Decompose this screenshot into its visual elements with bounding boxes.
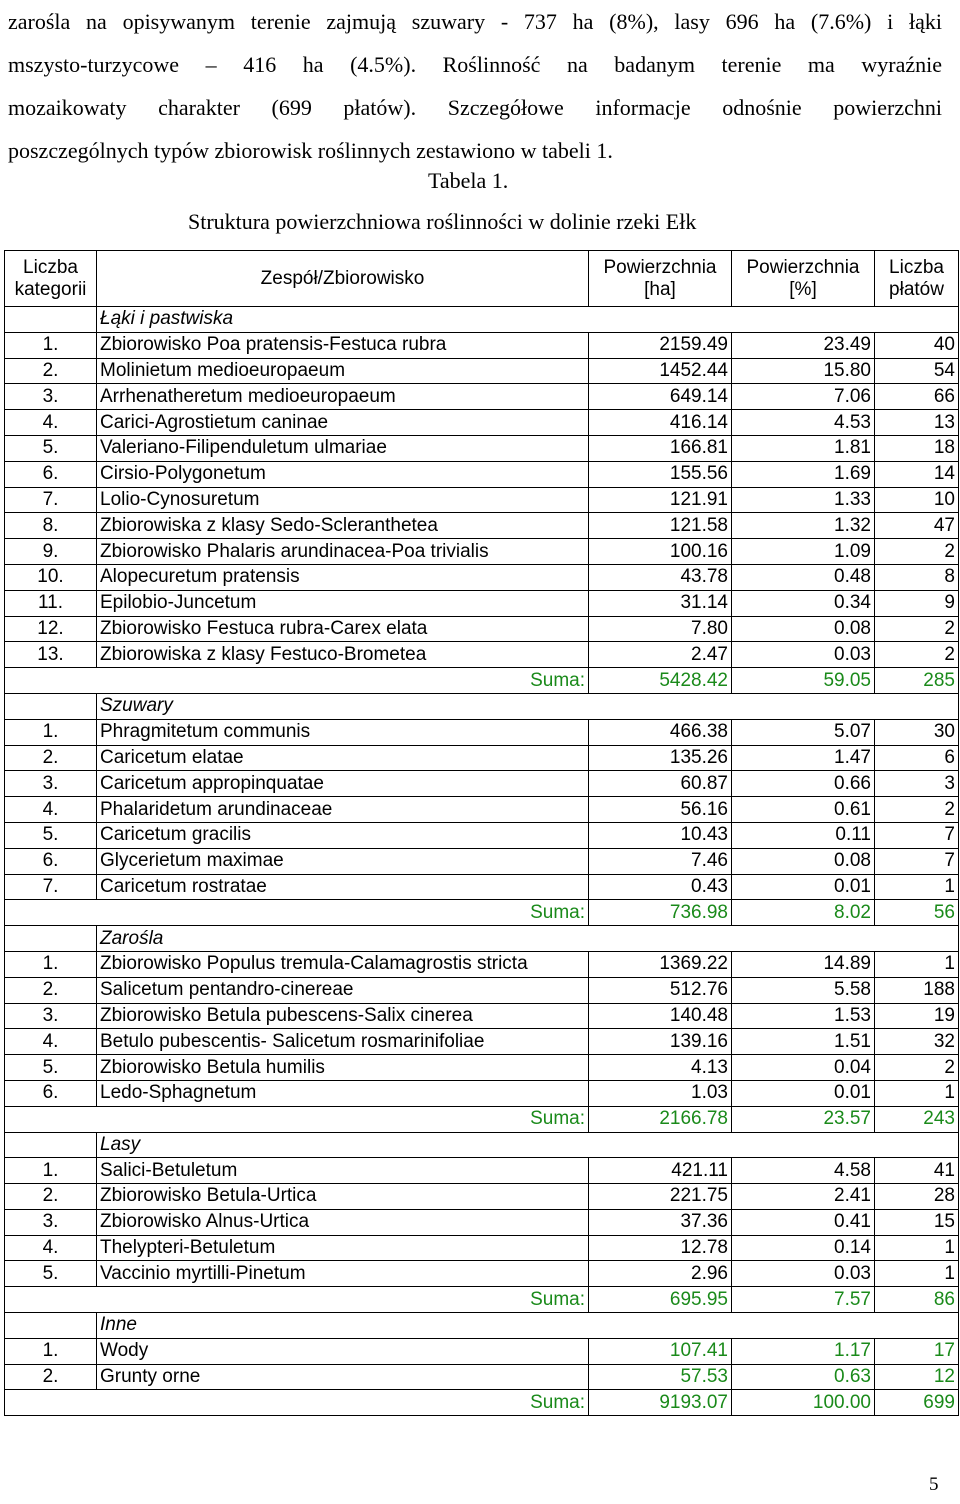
table-row — [5, 951, 959, 977]
table-row — [5, 384, 959, 410]
patch-count: 3 — [875, 771, 959, 797]
row-number: 8. — [5, 513, 97, 539]
community-name: Zbiorowisko Populus tremula-Calamagrostis stricta — [97, 951, 589, 977]
community-name: Vaccinio myrtilli-Pinetum — [97, 1261, 589, 1287]
row-number: 3. — [5, 1003, 97, 1029]
vegetation-table — [4, 250, 959, 1416]
sum-area-ha: 736.98 — [589, 900, 732, 926]
row-number: 5. — [5, 822, 97, 848]
patch-count: 14 — [875, 461, 959, 487]
row-number: 3. — [5, 771, 97, 797]
community-name: Thelypteri-Betuletum — [97, 1235, 589, 1261]
patch-count: 10 — [875, 487, 959, 513]
sum-area-pct: 59.05 — [732, 668, 875, 694]
table-row — [5, 487, 959, 513]
row-number: 4. — [5, 1029, 97, 1055]
patch-count: 1 — [875, 951, 959, 977]
area-ha: 166.81 — [589, 435, 732, 461]
sum-area-ha: 695.95 — [589, 1287, 732, 1313]
area-pct: 1.69 — [732, 461, 875, 487]
table-row — [5, 1184, 959, 1210]
patch-count: 30 — [875, 719, 959, 745]
table-row — [5, 1055, 959, 1081]
sum-area-pct: 23.57 — [732, 1106, 875, 1132]
header-category-count: Liczba kategorii — [5, 251, 97, 307]
row-number: 1. — [5, 332, 97, 358]
area-pct: 0.08 — [732, 848, 875, 874]
row-number: 2. — [5, 358, 97, 384]
area-ha: 57.53 — [589, 1364, 732, 1390]
community-name: Lolio-Cynosuretum — [97, 487, 589, 513]
paragraph-line: mszysto-turzycowe – 416 ha (4.5%). Roślinność na badanym terenie ma wyraźnie — [8, 52, 942, 77]
header-area-ha: Powierzchnia [ha] — [589, 251, 732, 307]
table-row — [5, 564, 959, 590]
sum-row — [5, 668, 959, 694]
patch-count: 54 — [875, 358, 959, 384]
community-name: Zbiorowiska z klasy Sedo-Scleranthetea — [97, 513, 589, 539]
area-pct: 0.34 — [732, 590, 875, 616]
sum-area-ha: 5428.42 — [589, 668, 732, 694]
section-spacer — [5, 926, 97, 952]
area-pct: 4.58 — [732, 1158, 875, 1184]
sum-label: Suma: — [5, 1287, 589, 1313]
area-pct: 0.01 — [732, 874, 875, 900]
area-ha: 1452.44 — [589, 358, 732, 384]
row-number: 5. — [5, 435, 97, 461]
area-ha: 121.58 — [589, 513, 732, 539]
area-pct: 1.47 — [732, 745, 875, 771]
table-row — [5, 1003, 959, 1029]
area-pct: 4.53 — [732, 410, 875, 436]
table-row — [5, 1209, 959, 1235]
community-name: Wody — [97, 1338, 589, 1364]
patch-count: 6 — [875, 745, 959, 771]
sum-area-ha: 2166.78 — [589, 1106, 732, 1132]
row-number: 2. — [5, 977, 97, 1003]
community-name: Alopecuretum pratensis — [97, 564, 589, 590]
row-number: 3. — [5, 384, 97, 410]
patch-count: 15 — [875, 1209, 959, 1235]
community-name: Molinietum medioeuropaeum — [97, 358, 589, 384]
row-number: 2. — [5, 745, 97, 771]
table-row — [5, 1235, 959, 1261]
community-name: Zbiorowisko Betula-Urtica — [97, 1184, 589, 1210]
area-ha: 100.16 — [589, 539, 732, 565]
area-pct: 5.58 — [732, 977, 875, 1003]
section-title: Łąki i pastwiska — [97, 307, 959, 333]
row-number: 1. — [5, 719, 97, 745]
community-name: Salici-Betuletum — [97, 1158, 589, 1184]
table-row — [5, 1261, 959, 1287]
community-name: Glycerietum maximae — [97, 848, 589, 874]
patch-count: 17 — [875, 1338, 959, 1364]
patch-count: 2 — [875, 616, 959, 642]
area-ha: 155.56 — [589, 461, 732, 487]
patch-count: 9 — [875, 590, 959, 616]
community-name: Zbiorowisko Alnus-Urtica — [97, 1209, 589, 1235]
area-pct: 1.09 — [732, 539, 875, 565]
row-number: 6. — [5, 461, 97, 487]
row-number: 1. — [5, 951, 97, 977]
table-row — [5, 848, 959, 874]
community-name: Epilobio-Juncetum — [97, 590, 589, 616]
area-ha: 139.16 — [589, 1029, 732, 1055]
area-ha: 10.43 — [589, 822, 732, 848]
area-pct: 0.04 — [732, 1055, 875, 1081]
header-patch-count: Liczba płatów — [875, 251, 959, 307]
section-header-row — [5, 693, 959, 719]
row-number: 11. — [5, 590, 97, 616]
table-row — [5, 771, 959, 797]
section-title: Zarośla — [97, 926, 959, 952]
section-header-row — [5, 1132, 959, 1158]
section-header-row — [5, 1313, 959, 1339]
community-name: Grunty orne — [97, 1364, 589, 1390]
sum-label: Suma: — [5, 668, 589, 694]
row-number: 10. — [5, 564, 97, 590]
table-row — [5, 513, 959, 539]
section-spacer — [5, 693, 97, 719]
area-ha: 121.91 — [589, 487, 732, 513]
row-number: 12. — [5, 616, 97, 642]
area-pct: 1.53 — [732, 1003, 875, 1029]
community-name: Phalaridetum arundinaceae — [97, 797, 589, 823]
sum-row — [5, 1390, 959, 1416]
sum-area-ha: 9193.07 — [589, 1390, 732, 1416]
row-number: 3. — [5, 1209, 97, 1235]
sum-patch-count: 285 — [875, 668, 959, 694]
area-ha: 7.80 — [589, 616, 732, 642]
section-spacer — [5, 1132, 97, 1158]
area-pct: 1.81 — [732, 435, 875, 461]
table-row — [5, 410, 959, 436]
community-name: Cirsio-Polygonetum — [97, 461, 589, 487]
row-number: 2. — [5, 1364, 97, 1390]
patch-count: 2 — [875, 1055, 959, 1081]
table-row — [5, 358, 959, 384]
row-number: 1. — [5, 1338, 97, 1364]
paragraph-line: zarośla na opisywanym terenie zajmują szuwary - 737 ha (8%), lasy 696 ha (7.6%) i łąki — [8, 9, 942, 34]
area-pct: 0.03 — [732, 642, 875, 668]
area-ha: 2.96 — [589, 1261, 732, 1287]
patch-count: 13 — [875, 410, 959, 436]
sum-patch-count: 56 — [875, 900, 959, 926]
table-row — [5, 822, 959, 848]
table-row — [5, 1364, 959, 1390]
patch-count: 1 — [875, 1261, 959, 1287]
row-number: 1. — [5, 1158, 97, 1184]
area-ha: 1.03 — [589, 1080, 732, 1106]
area-ha: 107.41 — [589, 1338, 732, 1364]
row-number: 5. — [5, 1055, 97, 1081]
area-pct: 5.07 — [732, 719, 875, 745]
area-pct: 0.11 — [732, 822, 875, 848]
table-row — [5, 1158, 959, 1184]
community-name: Ledo-Sphagnetum — [97, 1080, 589, 1106]
community-name: Caricetum gracilis — [97, 822, 589, 848]
community-name: Caricetum elatae — [97, 745, 589, 771]
area-pct: 23.49 — [732, 332, 875, 358]
patch-count: 2 — [875, 642, 959, 668]
area-pct: 15.80 — [732, 358, 875, 384]
patch-count: 12 — [875, 1364, 959, 1390]
section-spacer — [5, 307, 97, 333]
area-ha: 2159.49 — [589, 332, 732, 358]
community-name: Phragmitetum communis — [97, 719, 589, 745]
community-name: Salicetum pentandro-cinereae — [97, 977, 589, 1003]
community-name: Zbiorowisko Phalaris arundinacea-Poa trivialis — [97, 539, 589, 565]
section-header-row — [5, 926, 959, 952]
patch-count: 1 — [875, 1080, 959, 1106]
patch-count: 19 — [875, 1003, 959, 1029]
area-pct: 0.48 — [732, 564, 875, 590]
sum-row — [5, 900, 959, 926]
area-pct: 7.06 — [732, 384, 875, 410]
patch-count: 28 — [875, 1184, 959, 1210]
table-row — [5, 797, 959, 823]
sum-area-pct: 8.02 — [732, 900, 875, 926]
patch-count: 8 — [875, 564, 959, 590]
patch-count: 47 — [875, 513, 959, 539]
table-row — [5, 435, 959, 461]
area-ha: 421.11 — [589, 1158, 732, 1184]
intro-paragraph — [8, 0, 942, 172]
section-title: Szuwary — [97, 693, 959, 719]
area-pct: 2.41 — [732, 1184, 875, 1210]
area-pct: 0.03 — [732, 1261, 875, 1287]
table-body — [5, 307, 959, 1416]
area-ha: 4.13 — [589, 1055, 732, 1081]
row-number: 6. — [5, 848, 97, 874]
patch-count: 1 — [875, 1235, 959, 1261]
sum-patch-count: 243 — [875, 1106, 959, 1132]
area-ha: 221.75 — [589, 1184, 732, 1210]
community-name: Carici-Agrostietum caninae — [97, 410, 589, 436]
section-title: Inne — [97, 1313, 959, 1339]
area-pct: 1.51 — [732, 1029, 875, 1055]
patch-count: 32 — [875, 1029, 959, 1055]
patch-count: 40 — [875, 332, 959, 358]
area-pct: 1.33 — [732, 487, 875, 513]
table-row — [5, 539, 959, 565]
community-name: Zbiorowisko Poa pratensis-Festuca rubra — [97, 332, 589, 358]
table-row — [5, 332, 959, 358]
area-ha: 466.38 — [589, 719, 732, 745]
table-row — [5, 1080, 959, 1106]
row-number: 9. — [5, 539, 97, 565]
table-header-row — [5, 251, 959, 307]
community-name: Zbiorowisko Festuca rubra-Carex elata — [97, 616, 589, 642]
patch-count: 18 — [875, 435, 959, 461]
table-row — [5, 719, 959, 745]
area-ha: 416.14 — [589, 410, 732, 436]
row-number: 7. — [5, 874, 97, 900]
row-number: 7. — [5, 487, 97, 513]
area-pct: 1.17 — [732, 1338, 875, 1364]
row-number: 2. — [5, 1184, 97, 1210]
sum-row — [5, 1106, 959, 1132]
area-ha: 37.36 — [589, 1209, 732, 1235]
header-area-pct: Powierzchnia [%] — [732, 251, 875, 307]
patch-count: 2 — [875, 539, 959, 565]
community-name: Arrhenatheretum medioeuropaeum — [97, 384, 589, 410]
sum-patch-count: 699 — [875, 1390, 959, 1416]
area-ha: 60.87 — [589, 771, 732, 797]
patch-count: 66 — [875, 384, 959, 410]
community-name: Zbiorowisko Betula pubescens-Salix cinerea — [97, 1003, 589, 1029]
sum-label: Suma: — [5, 900, 589, 926]
community-name: Caricetum rostratae — [97, 874, 589, 900]
row-number: 6. — [5, 1080, 97, 1106]
patch-count: 7 — [875, 822, 959, 848]
area-ha: 140.48 — [589, 1003, 732, 1029]
area-ha: 135.26 — [589, 745, 732, 771]
table-title: Struktura powierzchniowa roślinności w dolinie rzeki Ełk — [188, 209, 697, 234]
table-row — [5, 616, 959, 642]
row-number: 5. — [5, 1261, 97, 1287]
table-row — [5, 642, 959, 668]
patch-count: 7 — [875, 848, 959, 874]
sum-area-pct: 7.57 — [732, 1287, 875, 1313]
area-pct: 0.63 — [732, 1364, 875, 1390]
area-ha: 649.14 — [589, 384, 732, 410]
area-ha: 7.46 — [589, 848, 732, 874]
area-ha: 43.78 — [589, 564, 732, 590]
row-number: 4. — [5, 797, 97, 823]
section-spacer — [5, 1313, 97, 1339]
sum-area-pct: 100.00 — [732, 1390, 875, 1416]
community-name: Zbiorowisko Betula humilis — [97, 1055, 589, 1081]
sum-row — [5, 1287, 959, 1313]
page-number: 5 — [929, 1474, 939, 1495]
section-header-row — [5, 307, 959, 333]
sum-label: Suma: — [5, 1390, 589, 1416]
area-pct: 0.41 — [732, 1209, 875, 1235]
table-number: Tabela 1. — [428, 168, 509, 193]
table-row — [5, 874, 959, 900]
patch-count: 1 — [875, 874, 959, 900]
community-name: Valeriano-Filipenduletum ulmariae — [97, 435, 589, 461]
row-number: 4. — [5, 410, 97, 436]
patch-count: 2 — [875, 797, 959, 823]
area-ha: 12.78 — [589, 1235, 732, 1261]
table-row — [5, 745, 959, 771]
area-ha: 31.14 — [589, 590, 732, 616]
table-row — [5, 590, 959, 616]
area-pct: 1.32 — [732, 513, 875, 539]
area-ha: 512.76 — [589, 977, 732, 1003]
area-ha: 56.16 — [589, 797, 732, 823]
community-name: Caricetum appropinquatae — [97, 771, 589, 797]
area-pct: 0.01 — [732, 1080, 875, 1106]
header-community: Zespół/Zbiorowisko — [97, 251, 589, 307]
sum-patch-count: 86 — [875, 1287, 959, 1313]
table-row — [5, 1338, 959, 1364]
community-name: Zbiorowiska z klasy Festuco-Brometea — [97, 642, 589, 668]
area-pct: 14.89 — [732, 951, 875, 977]
area-pct: 0.66 — [732, 771, 875, 797]
area-pct: 0.08 — [732, 616, 875, 642]
row-number: 4. — [5, 1235, 97, 1261]
area-pct: 0.14 — [732, 1235, 875, 1261]
area-ha: 2.47 — [589, 642, 732, 668]
patch-count: 188 — [875, 977, 959, 1003]
area-ha: 0.43 — [589, 874, 732, 900]
patch-count: 41 — [875, 1158, 959, 1184]
area-ha: 1369.22 — [589, 951, 732, 977]
table-row — [5, 1029, 959, 1055]
paragraph-line: mozaikowaty charakter (699 płatów). Szczegółowe informacje odnośnie powierzchni — [8, 95, 942, 120]
row-number: 13. — [5, 642, 97, 668]
section-title: Lasy — [97, 1132, 959, 1158]
community-name: Betulo pubescentis- Salicetum rosmarinifoliae — [97, 1029, 589, 1055]
table-row — [5, 461, 959, 487]
area-pct: 0.61 — [732, 797, 875, 823]
paragraph-line: poszczególnych typów zbiorowisk roślinnych zestawiono w tabeli 1. — [8, 138, 613, 163]
table-row — [5, 977, 959, 1003]
sum-label: Suma: — [5, 1106, 589, 1132]
